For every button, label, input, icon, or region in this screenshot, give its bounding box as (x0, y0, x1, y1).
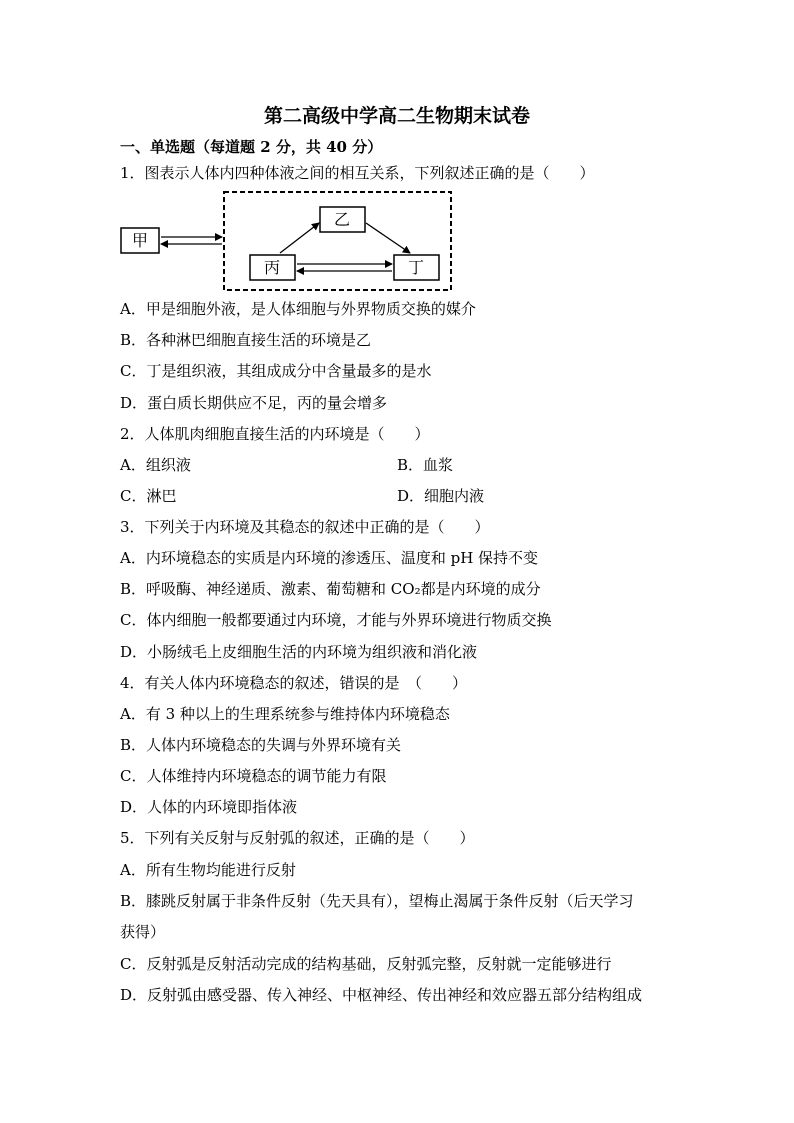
q3-option-c: C．体内细胞一般都要通过内环境，才能与外界环境进行物质交换 (120, 611, 552, 629)
q4-option-a: A．有 3 种以上的生理系统参与维持体内环境稳态 (120, 705, 450, 723)
body-fluid-diagram (116, 188, 461, 298)
q2-option-b: B．血浆 (397, 456, 454, 474)
q3-option-d: D．小肠绒毛上皮细胞生活的内环境为组织液和消化液 (120, 643, 478, 661)
question-2-stem: 2．人体肌肉细胞直接生活的内环境是（ ） (120, 425, 430, 443)
question-1-stem: 1．图表示人体内四种体液之间的相互关系，下列叙述正确的是（ ） (120, 164, 595, 182)
q5-option-a: A．所有生物均能进行反射 (120, 861, 296, 879)
question-5-stem: 5．下列有关反射与反射弧的叙述，正确的是（ ） (120, 829, 475, 847)
question-4-stem: 4．有关人体内环境稳态的叙述，错误的是 （ ） (120, 674, 468, 692)
page-title: 第二高级中学高二生物期末试卷 (263, 105, 530, 127)
q2-option-c: C．淋巴 (120, 487, 177, 505)
arrow-bing-to-yi (280, 223, 319, 253)
q1-option-c: C．丁是组织液，其组成成分中含量最多的是水 (120, 362, 432, 380)
section-heading: 一、单选题（每道题 2 分，共 40 分） (120, 138, 383, 156)
q1-option-d: D．蛋白质长期供应不足，丙的量会增多 (120, 394, 388, 412)
q3-option-a: A．内环境稳态的实质是内环境的渗透压、温度和 pH 保持不变 (120, 549, 539, 567)
label-ding: 丁 (407, 258, 425, 277)
label-jia: 甲 (131, 231, 149, 250)
q5-option-d: D．反射弧由感受器、传入神经、中枢神经、传出神经和效应器五部分结构组成 (120, 986, 643, 1004)
q1-option-b: B．各种淋巴细胞直接生活的环境是乙 (120, 331, 372, 349)
q4-option-c: C．人体维持内环境稳态的调节能力有限 (120, 767, 387, 785)
q5-option-c: C．反射弧是反射活动完成的结构基础，反射弧完整，反射就一定能够进行 (120, 955, 612, 973)
q5-option-b-continued: 获得） (120, 923, 166, 941)
q1-option-a: A．甲是细胞外液，是人体细胞与外界物质交换的媒介 (120, 300, 476, 318)
q2-option-d: D．细胞内液 (397, 487, 485, 505)
label-bing: 丙 (263, 258, 281, 277)
q4-option-b: B．人体内环境稳态的失调与外界环境有关 (120, 736, 402, 754)
q2-option-a: A．组织液 (120, 456, 191, 474)
arrow-yi-to-ding (366, 223, 410, 253)
label-yi: 乙 (333, 210, 351, 229)
question-3-stem: 3．下列关于内环境及其稳态的叙述中正确的是（ ） (120, 518, 490, 536)
q3-option-b: B．呼吸酶、神经递质、激素、葡萄糖和 CO₂都是内环境的成分 (120, 580, 541, 598)
q4-option-d: D．人体的内环境即指体液 (120, 798, 298, 816)
q5-option-b: B．膝跳反射属于非条件反射（先天具有），望梅止渴属于条件反射（后天学习 (120, 892, 634, 910)
